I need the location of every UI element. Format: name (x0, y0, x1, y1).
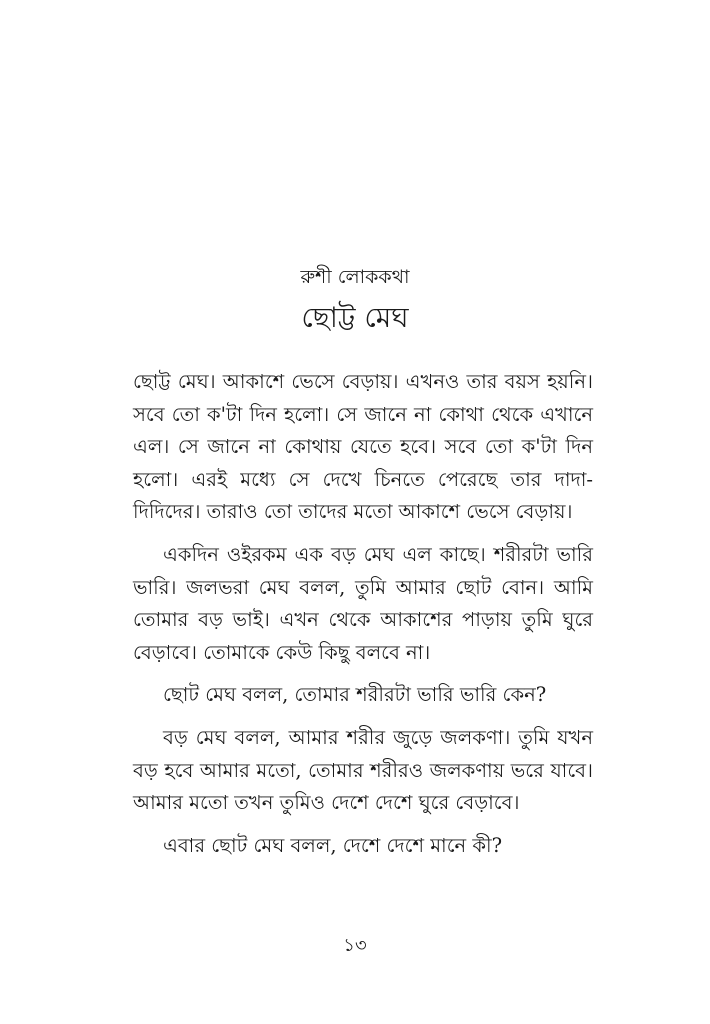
paragraph-1: ছোট্ট মেঘ। আকাশে ভেসে বেড়ায়। এখনও তার বয়স হয়নি। সবে তো ক'টা দিন হলো। সে জানে না কোথা থেকে এখানে এল। সে জানে না কোথায় যেতে হবে। সবে তো ক'টা দিন হলো। এরই মধ্যে সে দেখে চিনতে পেরেছে তার দাদা-দিদিদের। তারাও তো তাদের মতো আকাশে ভেসে বেড়ায়। (133, 370, 593, 524)
series-label: রুশী লোককথা (300, 266, 410, 288)
paragraph-4: বড় মেঘ বলল, আমার শরীর জুড়ে জলকণা। তুমি যখন বড় হবে আমার মতো, তোমার শরীরও জলকণায় ভরে যাবে। আমার মতো তখন তুমিও দেশে দেশে ঘুরে বেড়াবে। (133, 725, 593, 815)
story-body (133, 366, 593, 872)
paragraph-3: ছোট মেঘ বলল, তোমার শরীরটা ভারি ভারি কেন? (163, 683, 547, 707)
page-number: ১৩ (343, 935, 367, 956)
paragraph-2: একদিন ওইরকম এক বড় মেঘ এল কাছে। শরীরটা ভারি ভারি। জলভরা মেঘ বলল, তুমি আমার ছোট বোন। আমি তোমার বড় ভাই। এখন থেকে আকাশের পাড়ায় তুমি ঘুরে বেড়াবে। তোমাকে কেউ কিছু বলবে না। (133, 542, 593, 664)
story-title: ছোট্ট মেঘ (301, 301, 409, 334)
paragraph-5: এবার ছোট মেঘ বলল, দেশে দেশে মানে কী? (163, 833, 503, 857)
